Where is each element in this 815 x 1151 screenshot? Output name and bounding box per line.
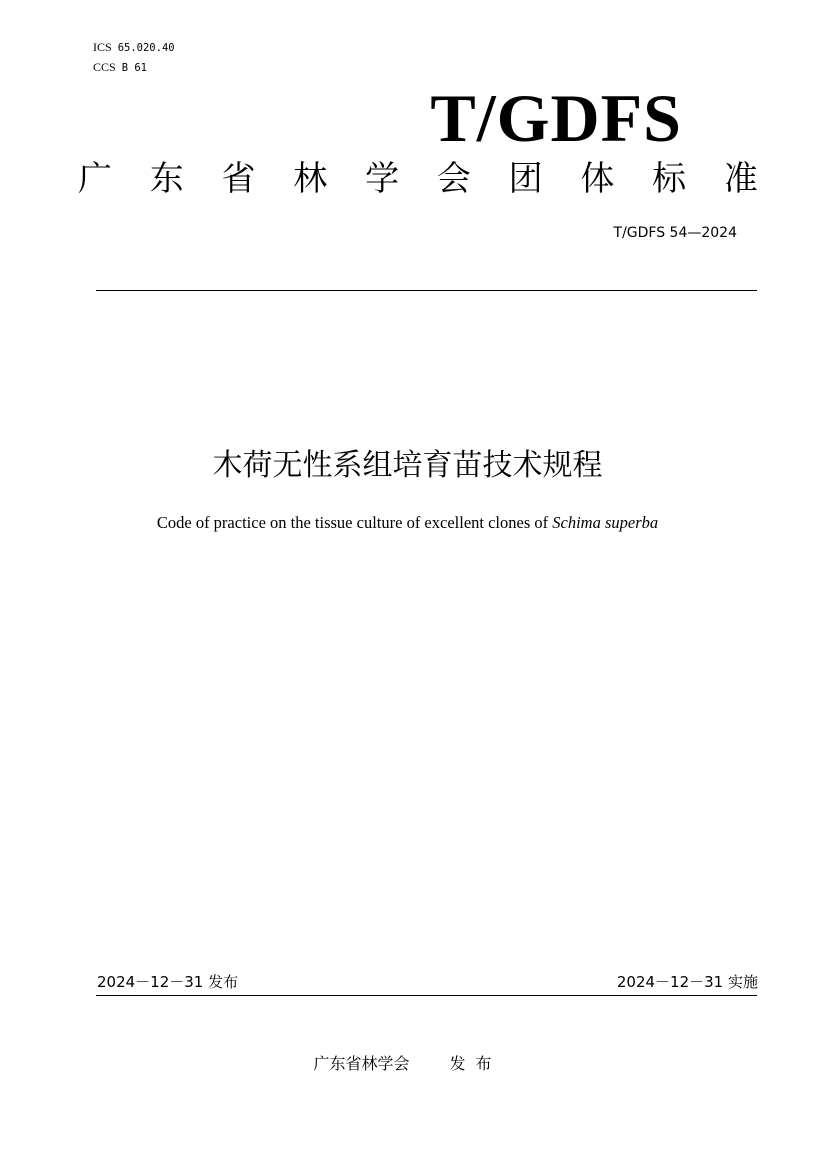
organization-title (78, 155, 758, 203)
org-title-char: 标 (652, 159, 687, 199)
publish-date: 2024－12－31 发布 (97, 973, 239, 991)
species-name: Schima superba (552, 513, 659, 532)
ccs-value: B 61 (121, 62, 147, 74)
ccs-label: CCS (93, 60, 116, 74)
document-title-english (0, 512, 815, 534)
document-title-chinese: 木荷无性系组培育苗技术规程 (212, 448, 603, 483)
org-title-char: 林 (293, 159, 328, 199)
header-divider (96, 290, 757, 291)
org-title-char: 会 (436, 159, 471, 199)
standard-logo: T/GDFS (430, 80, 682, 156)
implementation-date: 2024－12－31 实施 (616, 973, 758, 991)
org-title-char: 广 (78, 159, 112, 199)
ccs-code (93, 60, 147, 75)
org-title-char: 团 (508, 159, 543, 199)
publisher-organization: 广东省林学会 (313, 1054, 410, 1073)
ics-label: ICS (93, 40, 112, 54)
org-title-char: 准 (723, 159, 758, 199)
publisher-action: 发布 (449, 1054, 502, 1073)
english-title-text: Code of practice on the tissue culture of excellent clones of (156, 513, 553, 532)
standard-number: T/GDFS 54—2024 (613, 225, 737, 241)
footer-divider (96, 995, 757, 996)
ics-value: 65.020.40 (117, 42, 175, 54)
org-title-char: 省 (221, 159, 256, 199)
org-title-char: 体 (580, 159, 615, 199)
org-title-char: 东 (149, 159, 184, 199)
ics-code (93, 40, 175, 55)
org-title-char: 学 (365, 159, 400, 199)
publisher-line (0, 1053, 815, 1075)
